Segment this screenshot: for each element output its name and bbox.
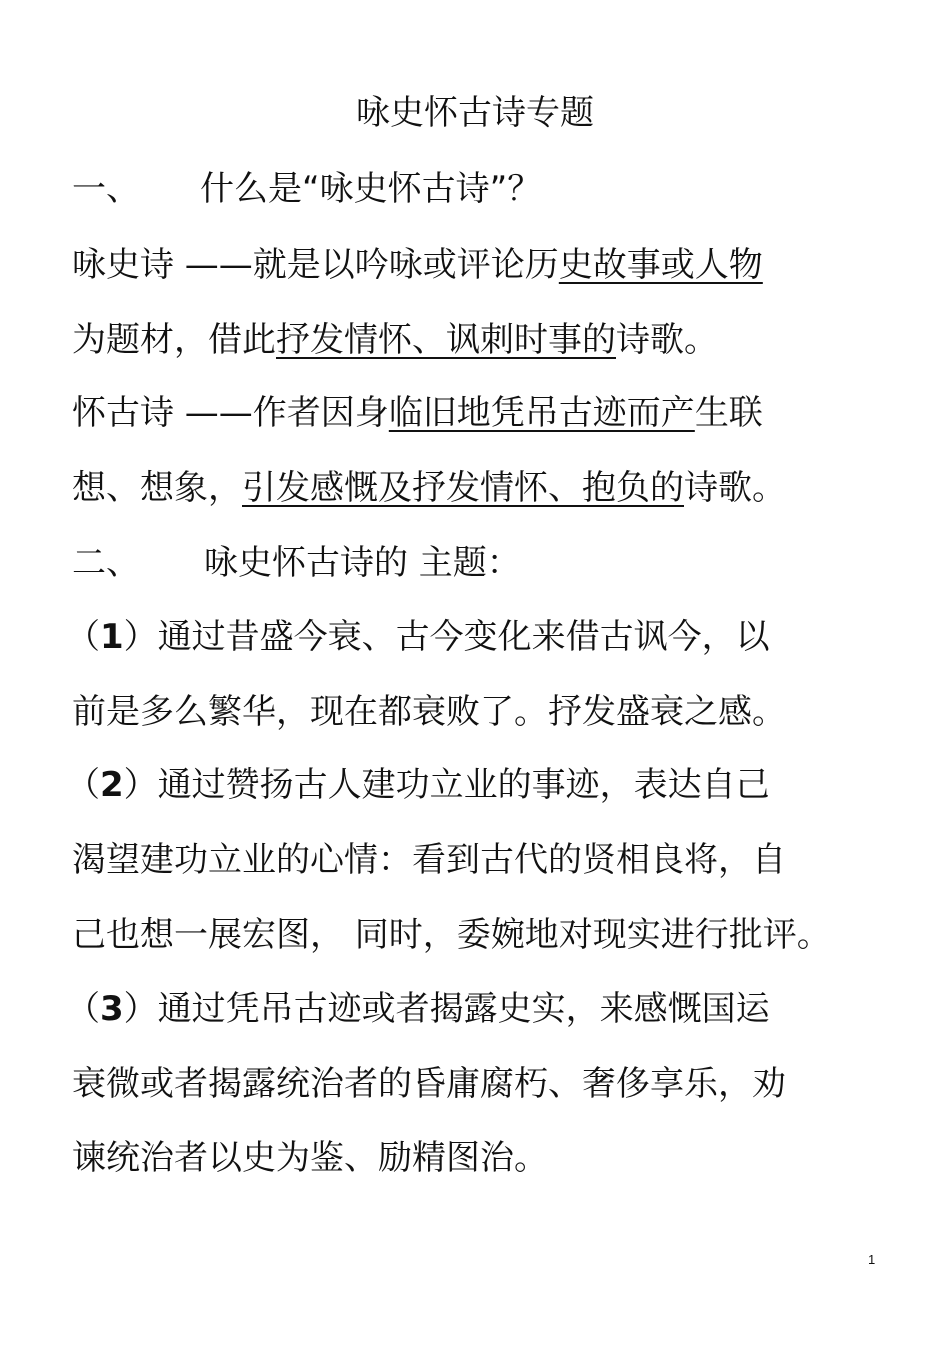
underlined-text: 引发感慨及抒发情怀、抱负的 xyxy=(242,468,684,508)
page-title: 咏史怀古诗专题 xyxy=(356,93,594,133)
theme-2-line-3: 己也想一展宏图， 同时，委婉地对现实进行批评。 xyxy=(72,915,831,955)
theme-1-line-2: 前是多么繁华，现在都衰败了。抒发盛衰之感。 xyxy=(72,692,786,732)
section-marker: 一、 xyxy=(72,169,140,209)
theme-2-line-2: 渴望建功立业的心情：看到古代的贤相良将，自 xyxy=(72,840,786,880)
theme-open-paren: （ xyxy=(66,617,100,657)
section-heading-text: 什么是“咏史怀古诗”？ xyxy=(200,169,542,209)
theme-text: ）通过赞扬古人建功立业的事迹，表达自己 xyxy=(123,765,770,805)
definition-huaigu-line-1 xyxy=(72,388,763,438)
theme-3-line-3: 谏统治者以史为鉴、励精图治。 xyxy=(72,1138,548,1178)
theme-text: ）通过凭吊古迹或者揭露史实，来感慨国运 xyxy=(123,989,770,1029)
underlined-text: 史故事或人物 xyxy=(558,245,763,285)
underlined-text: 抒发情怀、讽刺时事的 xyxy=(276,320,616,360)
definition-text: 怀古诗 ——作者因身 xyxy=(72,393,389,433)
definition-huaigu-line-2 xyxy=(72,463,786,513)
section-two-heading xyxy=(72,538,521,588)
definition-text: 诗歌。 xyxy=(684,468,786,508)
theme-number: 1 xyxy=(100,617,124,657)
theme-2-line-1 xyxy=(66,760,770,810)
theme-open-paren: （ xyxy=(66,989,100,1029)
definition-text: 诗歌。 xyxy=(616,320,718,360)
definition-text: 生联 xyxy=(694,393,763,433)
theme-3-line-2: 衰微或者揭露统治者的昏庸腐朽、奢侈享乐，劝 xyxy=(72,1064,786,1104)
definition-yongshi-line-1 xyxy=(72,240,835,290)
theme-open-paren: （ xyxy=(66,765,100,805)
definition-text: 想、想象， xyxy=(72,468,242,508)
definition-yongshi-line-2 xyxy=(72,315,718,365)
section-heading-text: 咏史怀古诗的 主题： xyxy=(204,543,521,583)
definition-text: 咏史诗 ——就是以吟咏或评论历 xyxy=(72,245,559,285)
definition-text: 为题材，借此 xyxy=(72,320,276,360)
theme-text: ）通过昔盛今衰、古今变化来借古讽今，以 xyxy=(123,617,770,657)
theme-1-line-1 xyxy=(66,612,770,662)
section-one-heading xyxy=(72,164,541,214)
section-marker: 二、 xyxy=(72,543,140,583)
theme-number: 2 xyxy=(100,765,124,805)
theme-3-line-1 xyxy=(66,984,770,1034)
page-number: 1 xyxy=(868,1252,876,1267)
theme-number: 3 xyxy=(100,989,124,1029)
underlined-text: 临旧地凭吊古迹而产 xyxy=(388,393,695,433)
